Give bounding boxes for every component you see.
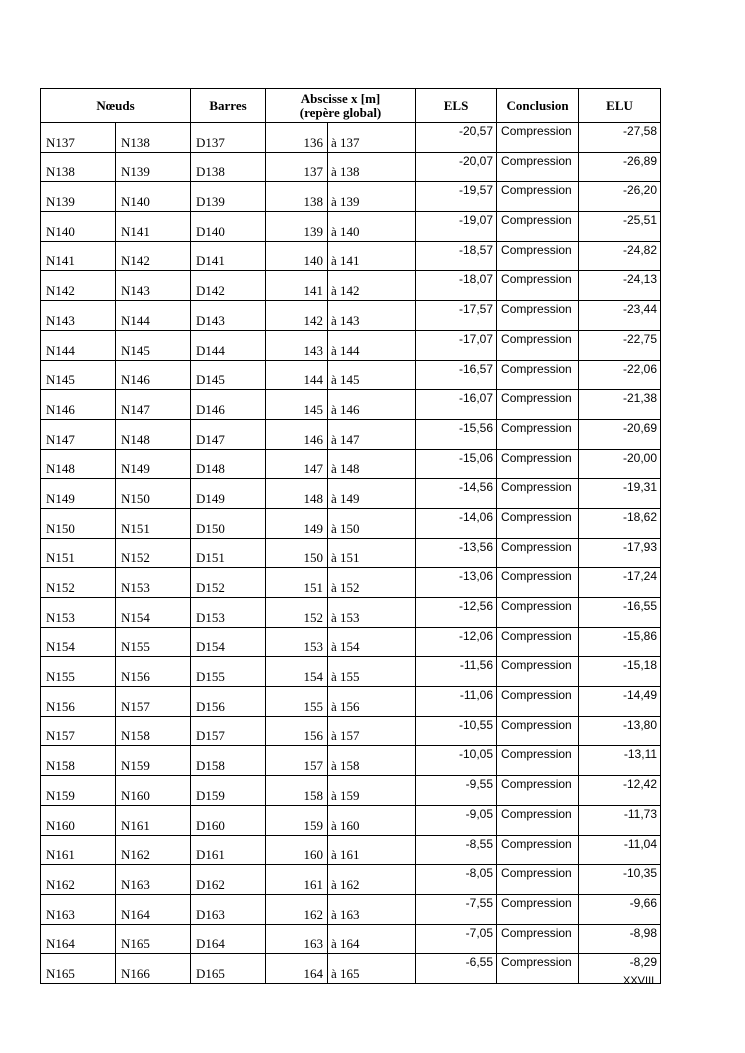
abscissa-to-cell: à 147: [328, 419, 416, 449]
node-start-cell: N145: [41, 360, 116, 390]
els-cell: -19,07: [416, 212, 497, 242]
conclusion-cell: Compression: [497, 182, 579, 212]
node-end-cell: N156: [116, 657, 191, 687]
node-start-cell: N159: [41, 776, 116, 806]
table-row: [41, 627, 661, 657]
abscissa-from-cell: 155: [266, 687, 328, 717]
table-row: [41, 538, 661, 568]
abscissa-from-cell: 152: [266, 598, 328, 628]
bar-cell: D149: [191, 479, 266, 509]
bar-cell: D157: [191, 716, 266, 746]
conclusion-cell: Compression: [497, 805, 579, 835]
elu-cell: -8,29: [579, 954, 661, 984]
elu-cell: -25,51: [579, 212, 661, 242]
table-row: [41, 241, 661, 271]
node-end-cell: N157: [116, 687, 191, 717]
conclusion-cell: Compression: [497, 776, 579, 806]
node-start-cell: N139: [41, 182, 116, 212]
node-start-cell: N156: [41, 687, 116, 717]
node-end-cell: N143: [116, 271, 191, 301]
abscissa-to-cell: à 145: [328, 360, 416, 390]
els-cell: -11,06: [416, 687, 497, 717]
els-cell: -20,57: [416, 123, 497, 153]
abscissa-from-cell: 160: [266, 835, 328, 865]
node-end-cell: N154: [116, 598, 191, 628]
bar-cell: D153: [191, 598, 266, 628]
node-end-cell: N162: [116, 835, 191, 865]
bar-cell: D159: [191, 776, 266, 806]
abscissa-to-cell: à 137: [328, 123, 416, 153]
node-end-cell: N158: [116, 716, 191, 746]
table-row: [41, 924, 661, 954]
abscissa-to-cell: à 160: [328, 805, 416, 835]
conclusion-cell: Compression: [497, 687, 579, 717]
abscissa-to-cell: à 161: [328, 835, 416, 865]
bar-cell: D161: [191, 835, 266, 865]
abscissa-to-cell: à 149: [328, 479, 416, 509]
table-row: [41, 835, 661, 865]
conclusion-cell: Compression: [497, 568, 579, 598]
els-cell: -13,56: [416, 538, 497, 568]
elu-cell: -22,75: [579, 330, 661, 360]
node-start-cell: N160: [41, 805, 116, 835]
table-row: [41, 123, 661, 153]
abscissa-from-cell: 159: [266, 805, 328, 835]
table-row: [41, 152, 661, 182]
header-conclusion: Conclusion: [497, 89, 579, 123]
header-barres: Barres: [191, 89, 266, 123]
elu-cell: -9,66: [579, 894, 661, 924]
bar-cell: D141: [191, 241, 266, 271]
abscissa-to-cell: à 156: [328, 687, 416, 717]
node-end-cell: N141: [116, 212, 191, 242]
abscissa-to-cell: à 162: [328, 865, 416, 895]
table-row: [41, 508, 661, 538]
conclusion-cell: Compression: [497, 598, 579, 628]
header-row: [41, 89, 661, 123]
table-row: [41, 598, 661, 628]
node-start-cell: N137: [41, 123, 116, 153]
elu-cell: -19,31: [579, 479, 661, 509]
elu-cell: -17,24: [579, 568, 661, 598]
els-cell: -14,06: [416, 508, 497, 538]
results-table: [40, 88, 661, 984]
abscissa-from-cell: 136: [266, 123, 328, 153]
abscissa-from-cell: 138: [266, 182, 328, 212]
els-cell: -7,05: [416, 924, 497, 954]
bar-cell: D145: [191, 360, 266, 390]
node-end-cell: N148: [116, 419, 191, 449]
node-end-cell: N140: [116, 182, 191, 212]
node-end-cell: N144: [116, 301, 191, 331]
table-row: [41, 716, 661, 746]
node-end-cell: N138: [116, 123, 191, 153]
abscissa-to-cell: à 163: [328, 894, 416, 924]
elu-cell: -27,58: [579, 123, 661, 153]
abscissa-from-cell: 149: [266, 508, 328, 538]
node-end-cell: N159: [116, 746, 191, 776]
conclusion-cell: Compression: [497, 241, 579, 271]
abscissa-to-cell: à 148: [328, 449, 416, 479]
node-start-cell: N163: [41, 894, 116, 924]
node-end-cell: N145: [116, 330, 191, 360]
els-cell: -17,57: [416, 301, 497, 331]
elu-cell: -8,98: [579, 924, 661, 954]
els-cell: -9,05: [416, 805, 497, 835]
table-row: [41, 419, 661, 449]
conclusion-cell: Compression: [497, 271, 579, 301]
node-end-cell: N139: [116, 152, 191, 182]
bar-cell: D156: [191, 687, 266, 717]
table-row: [41, 271, 661, 301]
node-start-cell: N165: [41, 954, 116, 984]
abscissa-from-cell: 148: [266, 479, 328, 509]
elu-cell: -15,86: [579, 627, 661, 657]
els-cell: -8,05: [416, 865, 497, 895]
abscissa-to-cell: à 153: [328, 598, 416, 628]
node-end-cell: N142: [116, 241, 191, 271]
conclusion-cell: Compression: [497, 479, 579, 509]
elu-cell: -17,93: [579, 538, 661, 568]
node-end-cell: N150: [116, 479, 191, 509]
node-start-cell: N149: [41, 479, 116, 509]
table-row: [41, 449, 661, 479]
abscissa-to-cell: à 154: [328, 627, 416, 657]
bar-cell: D147: [191, 419, 266, 449]
conclusion-cell: Compression: [497, 538, 579, 568]
header-abscisse: [266, 89, 416, 123]
node-start-cell: N152: [41, 568, 116, 598]
bar-cell: D151: [191, 538, 266, 568]
table-row: [41, 746, 661, 776]
conclusion-cell: Compression: [497, 508, 579, 538]
abscissa-from-cell: 139: [266, 212, 328, 242]
node-start-cell: N138: [41, 152, 116, 182]
elu-cell: -23,44: [579, 301, 661, 331]
bar-cell: D163: [191, 894, 266, 924]
page-number: XXVIII: [623, 975, 655, 987]
conclusion-cell: Compression: [497, 835, 579, 865]
bar-cell: D154: [191, 627, 266, 657]
abscissa-from-cell: 156: [266, 716, 328, 746]
abscissa-from-cell: 142: [266, 301, 328, 331]
abscissa-to-cell: à 158: [328, 746, 416, 776]
node-start-cell: N146: [41, 390, 116, 420]
node-start-cell: N150: [41, 508, 116, 538]
bar-cell: D162: [191, 865, 266, 895]
els-cell: -7,55: [416, 894, 497, 924]
table-row: [41, 360, 661, 390]
node-start-cell: N143: [41, 301, 116, 331]
table-row: [41, 657, 661, 687]
abscissa-from-cell: 145: [266, 390, 328, 420]
abscissa-to-cell: à 140: [328, 212, 416, 242]
abscissa-from-cell: 158: [266, 776, 328, 806]
abscissa-to-cell: à 151: [328, 538, 416, 568]
conclusion-cell: Compression: [497, 330, 579, 360]
els-cell: -17,07: [416, 330, 497, 360]
table-row: [41, 894, 661, 924]
node-end-cell: N152: [116, 538, 191, 568]
table-row: [41, 390, 661, 420]
node-start-cell: N154: [41, 627, 116, 657]
table-row: [41, 776, 661, 806]
node-start-cell: N162: [41, 865, 116, 895]
conclusion-cell: Compression: [497, 152, 579, 182]
bar-cell: D146: [191, 390, 266, 420]
abscissa-from-cell: 162: [266, 894, 328, 924]
node-end-cell: N147: [116, 390, 191, 420]
abscissa-from-cell: 146: [266, 419, 328, 449]
abscissa-to-cell: à 157: [328, 716, 416, 746]
node-start-cell: N164: [41, 924, 116, 954]
elu-cell: -13,11: [579, 746, 661, 776]
node-start-cell: N147: [41, 419, 116, 449]
conclusion-cell: Compression: [497, 360, 579, 390]
abscissa-from-cell: 144: [266, 360, 328, 390]
elu-cell: -22,06: [579, 360, 661, 390]
bar-cell: D165: [191, 954, 266, 984]
els-cell: -19,57: [416, 182, 497, 212]
node-end-cell: N163: [116, 865, 191, 895]
elu-cell: -21,38: [579, 390, 661, 420]
node-end-cell: N161: [116, 805, 191, 835]
bar-cell: D155: [191, 657, 266, 687]
conclusion-cell: Compression: [497, 716, 579, 746]
conclusion-cell: Compression: [497, 924, 579, 954]
conclusion-cell: Compression: [497, 449, 579, 479]
elu-cell: -26,20: [579, 182, 661, 212]
node-start-cell: N161: [41, 835, 116, 865]
elu-cell: -20,00: [579, 449, 661, 479]
abscissa-to-cell: à 146: [328, 390, 416, 420]
bar-cell: D143: [191, 301, 266, 331]
table-row: [41, 865, 661, 895]
abscissa-to-cell: à 141: [328, 241, 416, 271]
node-start-cell: N155: [41, 657, 116, 687]
bar-cell: D158: [191, 746, 266, 776]
node-start-cell: N141: [41, 241, 116, 271]
elu-cell: -11,73: [579, 805, 661, 835]
bar-cell: D139: [191, 182, 266, 212]
els-cell: -10,55: [416, 716, 497, 746]
abscissa-from-cell: 147: [266, 449, 328, 479]
abscissa-to-cell: à 165: [328, 954, 416, 984]
abscissa-from-cell: 161: [266, 865, 328, 895]
bar-cell: D138: [191, 152, 266, 182]
bar-cell: D140: [191, 212, 266, 242]
elu-cell: -14,49: [579, 687, 661, 717]
abscissa-from-cell: 140: [266, 241, 328, 271]
conclusion-cell: Compression: [497, 657, 579, 687]
bar-cell: D164: [191, 924, 266, 954]
els-cell: -11,56: [416, 657, 497, 687]
bar-cell: D160: [191, 805, 266, 835]
node-end-cell: N155: [116, 627, 191, 657]
node-start-cell: N148: [41, 449, 116, 479]
elu-cell: -24,13: [579, 271, 661, 301]
bar-cell: D142: [191, 271, 266, 301]
table-row: [41, 479, 661, 509]
node-start-cell: N157: [41, 716, 116, 746]
abscissa-from-cell: 154: [266, 657, 328, 687]
abscissa-from-cell: 164: [266, 954, 328, 984]
elu-cell: -26,89: [579, 152, 661, 182]
els-cell: -10,05: [416, 746, 497, 776]
els-cell: -15,56: [416, 419, 497, 449]
conclusion-cell: Compression: [497, 123, 579, 153]
header-els: ELS: [416, 89, 497, 123]
conclusion-cell: Compression: [497, 301, 579, 331]
abscissa-to-cell: à 159: [328, 776, 416, 806]
node-end-cell: N151: [116, 508, 191, 538]
table-row: [41, 568, 661, 598]
conclusion-cell: Compression: [497, 390, 579, 420]
abscissa-from-cell: 153: [266, 627, 328, 657]
table-row: [41, 301, 661, 331]
header-elu: ELU: [579, 89, 661, 123]
conclusion-cell: Compression: [497, 954, 579, 984]
node-start-cell: N142: [41, 271, 116, 301]
elu-cell: -13,80: [579, 716, 661, 746]
table-row: [41, 330, 661, 360]
node-start-cell: N144: [41, 330, 116, 360]
elu-cell: -15,18: [579, 657, 661, 687]
node-end-cell: N165: [116, 924, 191, 954]
els-cell: -15,06: [416, 449, 497, 479]
abscissa-to-cell: à 142: [328, 271, 416, 301]
node-end-cell: N160: [116, 776, 191, 806]
node-end-cell: N166: [116, 954, 191, 984]
abscissa-to-cell: à 138: [328, 152, 416, 182]
abscissa-from-cell: 143: [266, 330, 328, 360]
els-cell: -13,06: [416, 568, 497, 598]
elu-cell: -24,82: [579, 241, 661, 271]
bar-cell: D148: [191, 449, 266, 479]
table-row: [41, 954, 661, 984]
table-row: [41, 687, 661, 717]
table-row: [41, 212, 661, 242]
els-cell: -6,55: [416, 954, 497, 984]
els-cell: -18,57: [416, 241, 497, 271]
header-noeuds: Nœuds: [41, 89, 191, 123]
node-end-cell: N149: [116, 449, 191, 479]
abscissa-from-cell: 137: [266, 152, 328, 182]
header-abscisse-line2: (repère global): [299, 104, 382, 120]
elu-cell: -18,62: [579, 508, 661, 538]
abscissa-to-cell: à 164: [328, 924, 416, 954]
table-body: [41, 123, 661, 984]
abscissa-to-cell: à 144: [328, 330, 416, 360]
node-end-cell: N153: [116, 568, 191, 598]
node-start-cell: N140: [41, 212, 116, 242]
node-start-cell: N158: [41, 746, 116, 776]
conclusion-cell: Compression: [497, 627, 579, 657]
els-cell: -14,56: [416, 479, 497, 509]
els-cell: -18,07: [416, 271, 497, 301]
conclusion-cell: Compression: [497, 746, 579, 776]
table-row: [41, 182, 661, 212]
abscissa-to-cell: à 143: [328, 301, 416, 331]
conclusion-cell: Compression: [497, 865, 579, 895]
els-cell: -20,07: [416, 152, 497, 182]
els-cell: -12,06: [416, 627, 497, 657]
node-end-cell: N146: [116, 360, 191, 390]
node-start-cell: N153: [41, 598, 116, 628]
els-cell: -12,56: [416, 598, 497, 628]
bar-cell: D144: [191, 330, 266, 360]
header-abscisse-line1: Abscisse x [m]: [300, 90, 381, 106]
node-start-cell: N151: [41, 538, 116, 568]
abscissa-from-cell: 151: [266, 568, 328, 598]
els-cell: -16,07: [416, 390, 497, 420]
elu-cell: -12,42: [579, 776, 661, 806]
abscissa-from-cell: 141: [266, 271, 328, 301]
bar-cell: D137: [191, 123, 266, 153]
conclusion-cell: Compression: [497, 419, 579, 449]
elu-cell: -16,55: [579, 598, 661, 628]
els-cell: -16,57: [416, 360, 497, 390]
table-row: [41, 805, 661, 835]
abscissa-to-cell: à 150: [328, 508, 416, 538]
els-cell: -9,55: [416, 776, 497, 806]
elu-cell: -10,35: [579, 865, 661, 895]
node-end-cell: N164: [116, 894, 191, 924]
abscissa-from-cell: 163: [266, 924, 328, 954]
elu-cell: -11,04: [579, 835, 661, 865]
abscissa-from-cell: 157: [266, 746, 328, 776]
abscissa-to-cell: à 139: [328, 182, 416, 212]
bar-cell: D150: [191, 508, 266, 538]
bar-cell: D152: [191, 568, 266, 598]
abscissa-from-cell: 150: [266, 538, 328, 568]
conclusion-cell: Compression: [497, 894, 579, 924]
elu-cell: -20,69: [579, 419, 661, 449]
abscissa-to-cell: à 152: [328, 568, 416, 598]
els-cell: -8,55: [416, 835, 497, 865]
abscissa-to-cell: à 155: [328, 657, 416, 687]
conclusion-cell: Compression: [497, 212, 579, 242]
